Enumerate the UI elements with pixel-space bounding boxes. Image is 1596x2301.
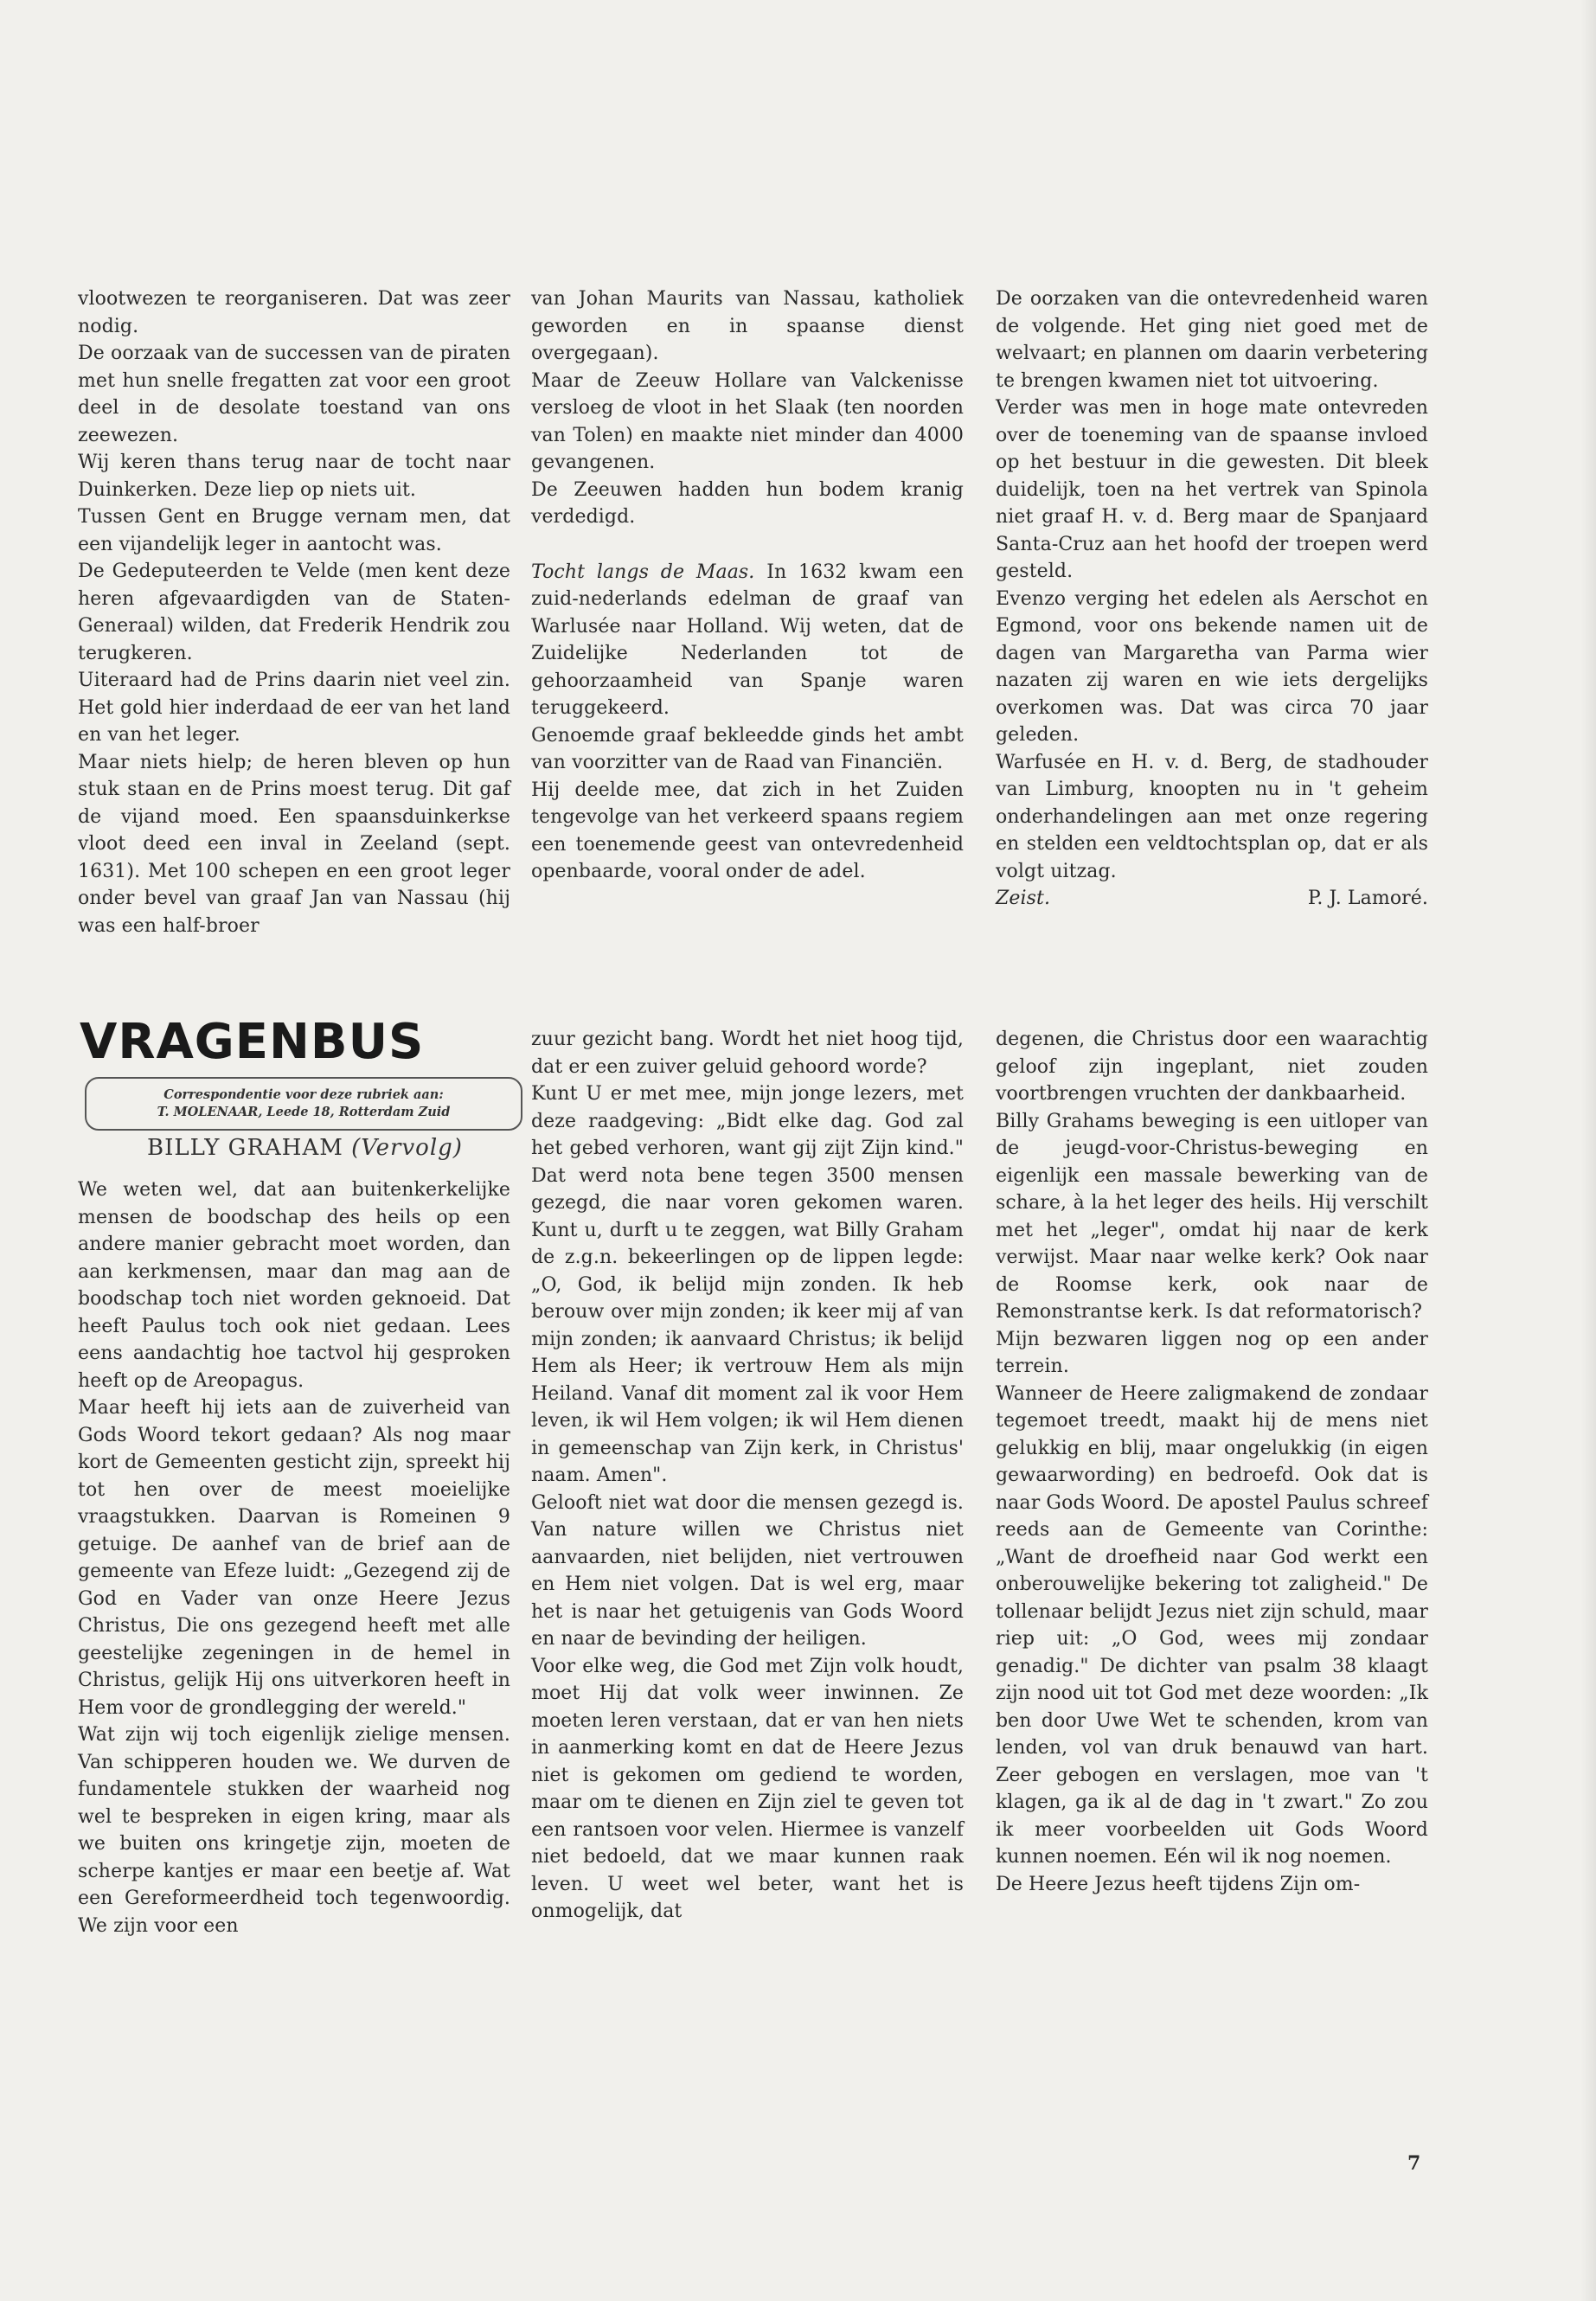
paragraph-text: In 1632 kwam een zuid-nederlands edelman de graaf van Warlusée naar Holland. Wij weten, dat de Zuidelijke Nederlanden tot de gehoorzaamheid van Spanje waren teruggekeerd. xyxy=(531,561,964,719)
subheading: Tocht langs de Maas. xyxy=(531,561,755,583)
section-title: VRAGENBUS xyxy=(80,1014,425,1070)
signature xyxy=(996,885,1428,913)
correspondence-box xyxy=(85,1077,522,1131)
paragraph: We weten wel, dat aan buitenkerkelijke mensen de boodschap des heils op een andere manier gebracht moet worden, dan aan kerkmensen, maar dan mag aan de boodschap toch niet worden geknoeid. Dat heeft Paulus toch ook niet gedaan. Lees eens aandachtig hoe tactvol hij gesproken heeft op de Areopagus. xyxy=(78,1179,510,1392)
paragraph: Billy Grahams beweging is een uitloper van de jeugd-voor-Christus-beweging en eigenlijk een massale bewerking van de schare, à la het leger des heils. Hij verschilt met het „leger", omdat hij naar de kerk verwijst. Maar naar welke kerk? Ook naar de Roomse kerk, ook naar de Remonstrantse kerk. Is dat reformatorisch? xyxy=(996,1110,1428,1323)
paragraph: Genoemde graaf bekleedde ginds het ambt van voorzitter van de Raad van Financiën. xyxy=(531,724,964,773)
paragraph: De Heere Jezus heeft tijdens Zijn om- xyxy=(996,1873,1361,1895)
article-title-text: BILLY GRAHAM xyxy=(147,1135,343,1161)
article-title-suffix: (Vervolg) xyxy=(351,1135,463,1161)
top-column-3 xyxy=(996,285,1428,913)
paragraph: zuur gezicht bang. Wordt het niet hoog tijd, dat er een zuiver geluid gehoord worde? xyxy=(531,1029,964,1078)
page-edge-shadow xyxy=(1580,0,1596,2301)
paragraph: Voor elke weg, die God met Zijn volk houdt, moet Hij dat volk weer inwinnen. Ze moeten leren verstaan, dat er van hen niets in aanmerking komt en dat de Heere Jezus niet is gekomen om gediend te worden, maar om te dienen en Zijn ziel te geven tot een rantsoen voor velen. Hiermee is vanzelf niet bedoeld, dat we maar kunnen raak leven. U weet wel beter, want het is onmogelijk, dat xyxy=(531,1655,964,1922)
paragraph: Mijn bezwaren liggen nog op een ander terrein. xyxy=(996,1328,1428,1377)
paragraph: Wij keren thans terug naar de tocht naar Duinkerken. Deze liep op niets uit. xyxy=(78,452,510,501)
paragraph: Warfusée en H. v. d. Berg, de stadhouder van Limburg, knoopten nu in 't geheim onderhandelingen aan met onze regering en stelden een veldtochtsplan op, dat er als volgt uitzag. xyxy=(996,751,1428,882)
paragraph: Tussen Gent en Brugge vernam men, dat een vijandelijk leger in aantocht was. xyxy=(78,506,510,555)
correspondence-address: T. MOLENAAR, Leede 18, Rotterdam Zuid xyxy=(157,1105,451,1119)
paragraph: De oorzaken van die ontevredenheid waren de volgende. Het ging niet goed met de welvaart; en plannen om daarin verbetering te brengen kwamen niet tot uitvoering. xyxy=(996,288,1428,392)
paragraph: De Zeeuwen hadden hun bodem kranig verdedigd. xyxy=(531,478,964,528)
page-number: 7 xyxy=(1407,2152,1421,2175)
top-column-1 xyxy=(78,285,510,939)
paragraph xyxy=(531,559,964,722)
vragenbus-column-2 xyxy=(531,1026,964,1926)
paragraph: Maar niets hielp; de heren bleven op hun stuk staan en de Prins moest terug. Dit gaf de vijand moed. Een spaansduinkerkse vloot deed een inval in Zeeland (sept. 1631). Met 100 schepen en een groot leger onder bevel van graaf Jan van Nassau (hij was een half-broer xyxy=(78,751,510,937)
paragraph: Gelooft niet wat door die mensen gezegd is. Van nature willen we Christus niet aanvaarden, niet belijden, niet vertrouwen en Hem niet volgen. Dat is wel erg, maar het is naar het getuigenis van Gods Woord en naar de bevinding der heiligen. xyxy=(531,1491,964,1650)
signature-place: Zeist. xyxy=(996,888,1051,909)
paragraph: Maar de Zeeuw Hollare van Valckenisse versloeg de vloot in het Slaak (ten noorden van Tolen) en maakte niet minder dan 4000 gevangenen. xyxy=(531,369,964,473)
correspondence-line: Correspondentie voor deze rubriek aan: xyxy=(163,1087,444,1102)
paragraph: Uiteraard had de Prins daarin niet veel zin. Het gold hier inderdaad de eer van het land en van het leger. xyxy=(78,670,510,746)
vragenbus-column-1 xyxy=(78,1176,510,1939)
paragraph: De oorzaak van de successen van de piraten met hun snelle fregatten zat voor een groot deel in de desolate toestand van ons zeewezen. xyxy=(78,343,510,446)
vragenbus-column-3 xyxy=(996,1026,1428,1898)
signature-name: P. J. Lamoré. xyxy=(1307,888,1428,909)
paragraph: De Gedeputeerden te Velde (men kent deze heren afgevaardigden van de Staten-Generaal) wilden, dat Frederik Hendrik zou terugkeren. xyxy=(78,561,510,664)
paragraph: vlootwezen te reorganiseren. Dat was zeer nodig. xyxy=(78,288,510,337)
paragraph: degenen, die Christus door een waarachtig geloof zijn ingeplant, niet zouden voortbrengen vruchten der dankbaarheid. xyxy=(996,1029,1428,1105)
paragraph: Wanneer de Heere zaligmakend de zondaar tegemoet treedt, maakt hij de mens niet gelukkig en blij, maar ongelukkig (in eigen gewaarwording) en bedroefd. Ook dat is naar Gods Woord. De apostel Paulus schreef reeds aan de Gemeente van Corinthe: „Want de droefheid naar God werkt een onberouwelijke bekering tot zaligheid." De tollenaar belijdt Jezus niet zijn schuld, maar riep uit: „O God, wees mij zondaar genadig." De dichter van psalm 38 klaagt zijn nood uit tot God met deze woorden: „Ik ben door Uwe Wet te schenden, krom van lenden, vol van druk benauwd van hart. Zeer gebogen en verslagen, moe van 't klagen, ga ik al de dag in 't zwart." Zo zou ik meer voorbeelden uit Gods Woord kunnen noemen. Eén wil ik nog noemen. xyxy=(996,1382,1428,1868)
paragraph: Kunt U er met mee, mijn jonge lezers, met deze raadgeving: „Bidt elke dag. God zal het gebed verhoren, want gij zijt Zijn kind." Dat werd nota bene tegen 3500 mensen gezegd, die naar voren gekomen waren. Kunt u, durft u te zeggen, wat Billy Graham de z.g.n. bekeerlingen op de lippen legde: „O, God, ik belijd mijn zonden. Ik heb berouw over mijn zonden; ik keer mij af van mijn zonden; ik aanvaard Christus; ik belijd Hem als Heer; ik vertrouw Hem als mijn Heiland. Vanaf dit moment zal ik voor Hem leven, ik wil Hem volgen; ik wil Hem dienen in gemeenschap van Zijn kerk, in Christus' naam. Amen". xyxy=(531,1083,964,1486)
paragraph: Hij deelde mee, dat zich in het Zuiden tengevolge van het verkeerd spaans regiem een toenemende geest van ontevredenheid openbaarde, vooral onder de adel. xyxy=(531,779,964,882)
paragraph: Evenzo verging het edelen als Aerschot en Egmond, voor ons bekende namen uit de dagen van Margaretha van Parma wier nazaten zij waren en wie iets dergelijks overkomen was. Dat was circa 70 jaar geleden. xyxy=(996,587,1428,746)
article-title xyxy=(147,1135,463,1161)
paragraph: Verder was men in hoge mate ontevreden over de toeneming van de spaanse invloed op het bestuur in die gewesten. Dit bleek duidelijk, toen na het vertrek van Spinola niet graaf H. v. d. Berg maar de Spanjaard Santa-Cruz aan het hoofd der troepen werd gesteld. xyxy=(996,397,1428,582)
paragraph: Maar heeft hij iets aan de zuiverheid van Gods Woord tekort gedaan? Als nog maar kort de Gemeenten gesticht zijn, spreekt hij tot hen over de meest moeielijke vraagstukken. Daarvan is Romeinen 9 getuige. De aanhef van de brief aan de gemeente van Efeze luidt: „Gezegend zij de God en Vader van onze Heere Jezus Christus, Die ons gezegend heeft met alle geestelijke zegeningen in de hemel in Christus, gelijk Hij ons uitverkoren heeft in Hem voor de grondlegging der wereld." xyxy=(78,1397,510,1719)
top-column-2 xyxy=(531,285,964,886)
paragraph: van Johan Maurits van Nassau, katholiek geworden en in spaanse dienst overgegaan). xyxy=(531,288,964,364)
paragraph: Wat zijn wij toch eigenlijk zielige mensen. Van schipperen houden we. We durven de fundamentele stukken der waarheid nog wel te bespreken in eigen kring, maar als we buiten ons kringetje zijn, moeten de scherpe kantjes er maar een beetje af. Wat een Gereformeerdheid toch tegenwoordig. We zijn voor een xyxy=(78,1724,510,1937)
